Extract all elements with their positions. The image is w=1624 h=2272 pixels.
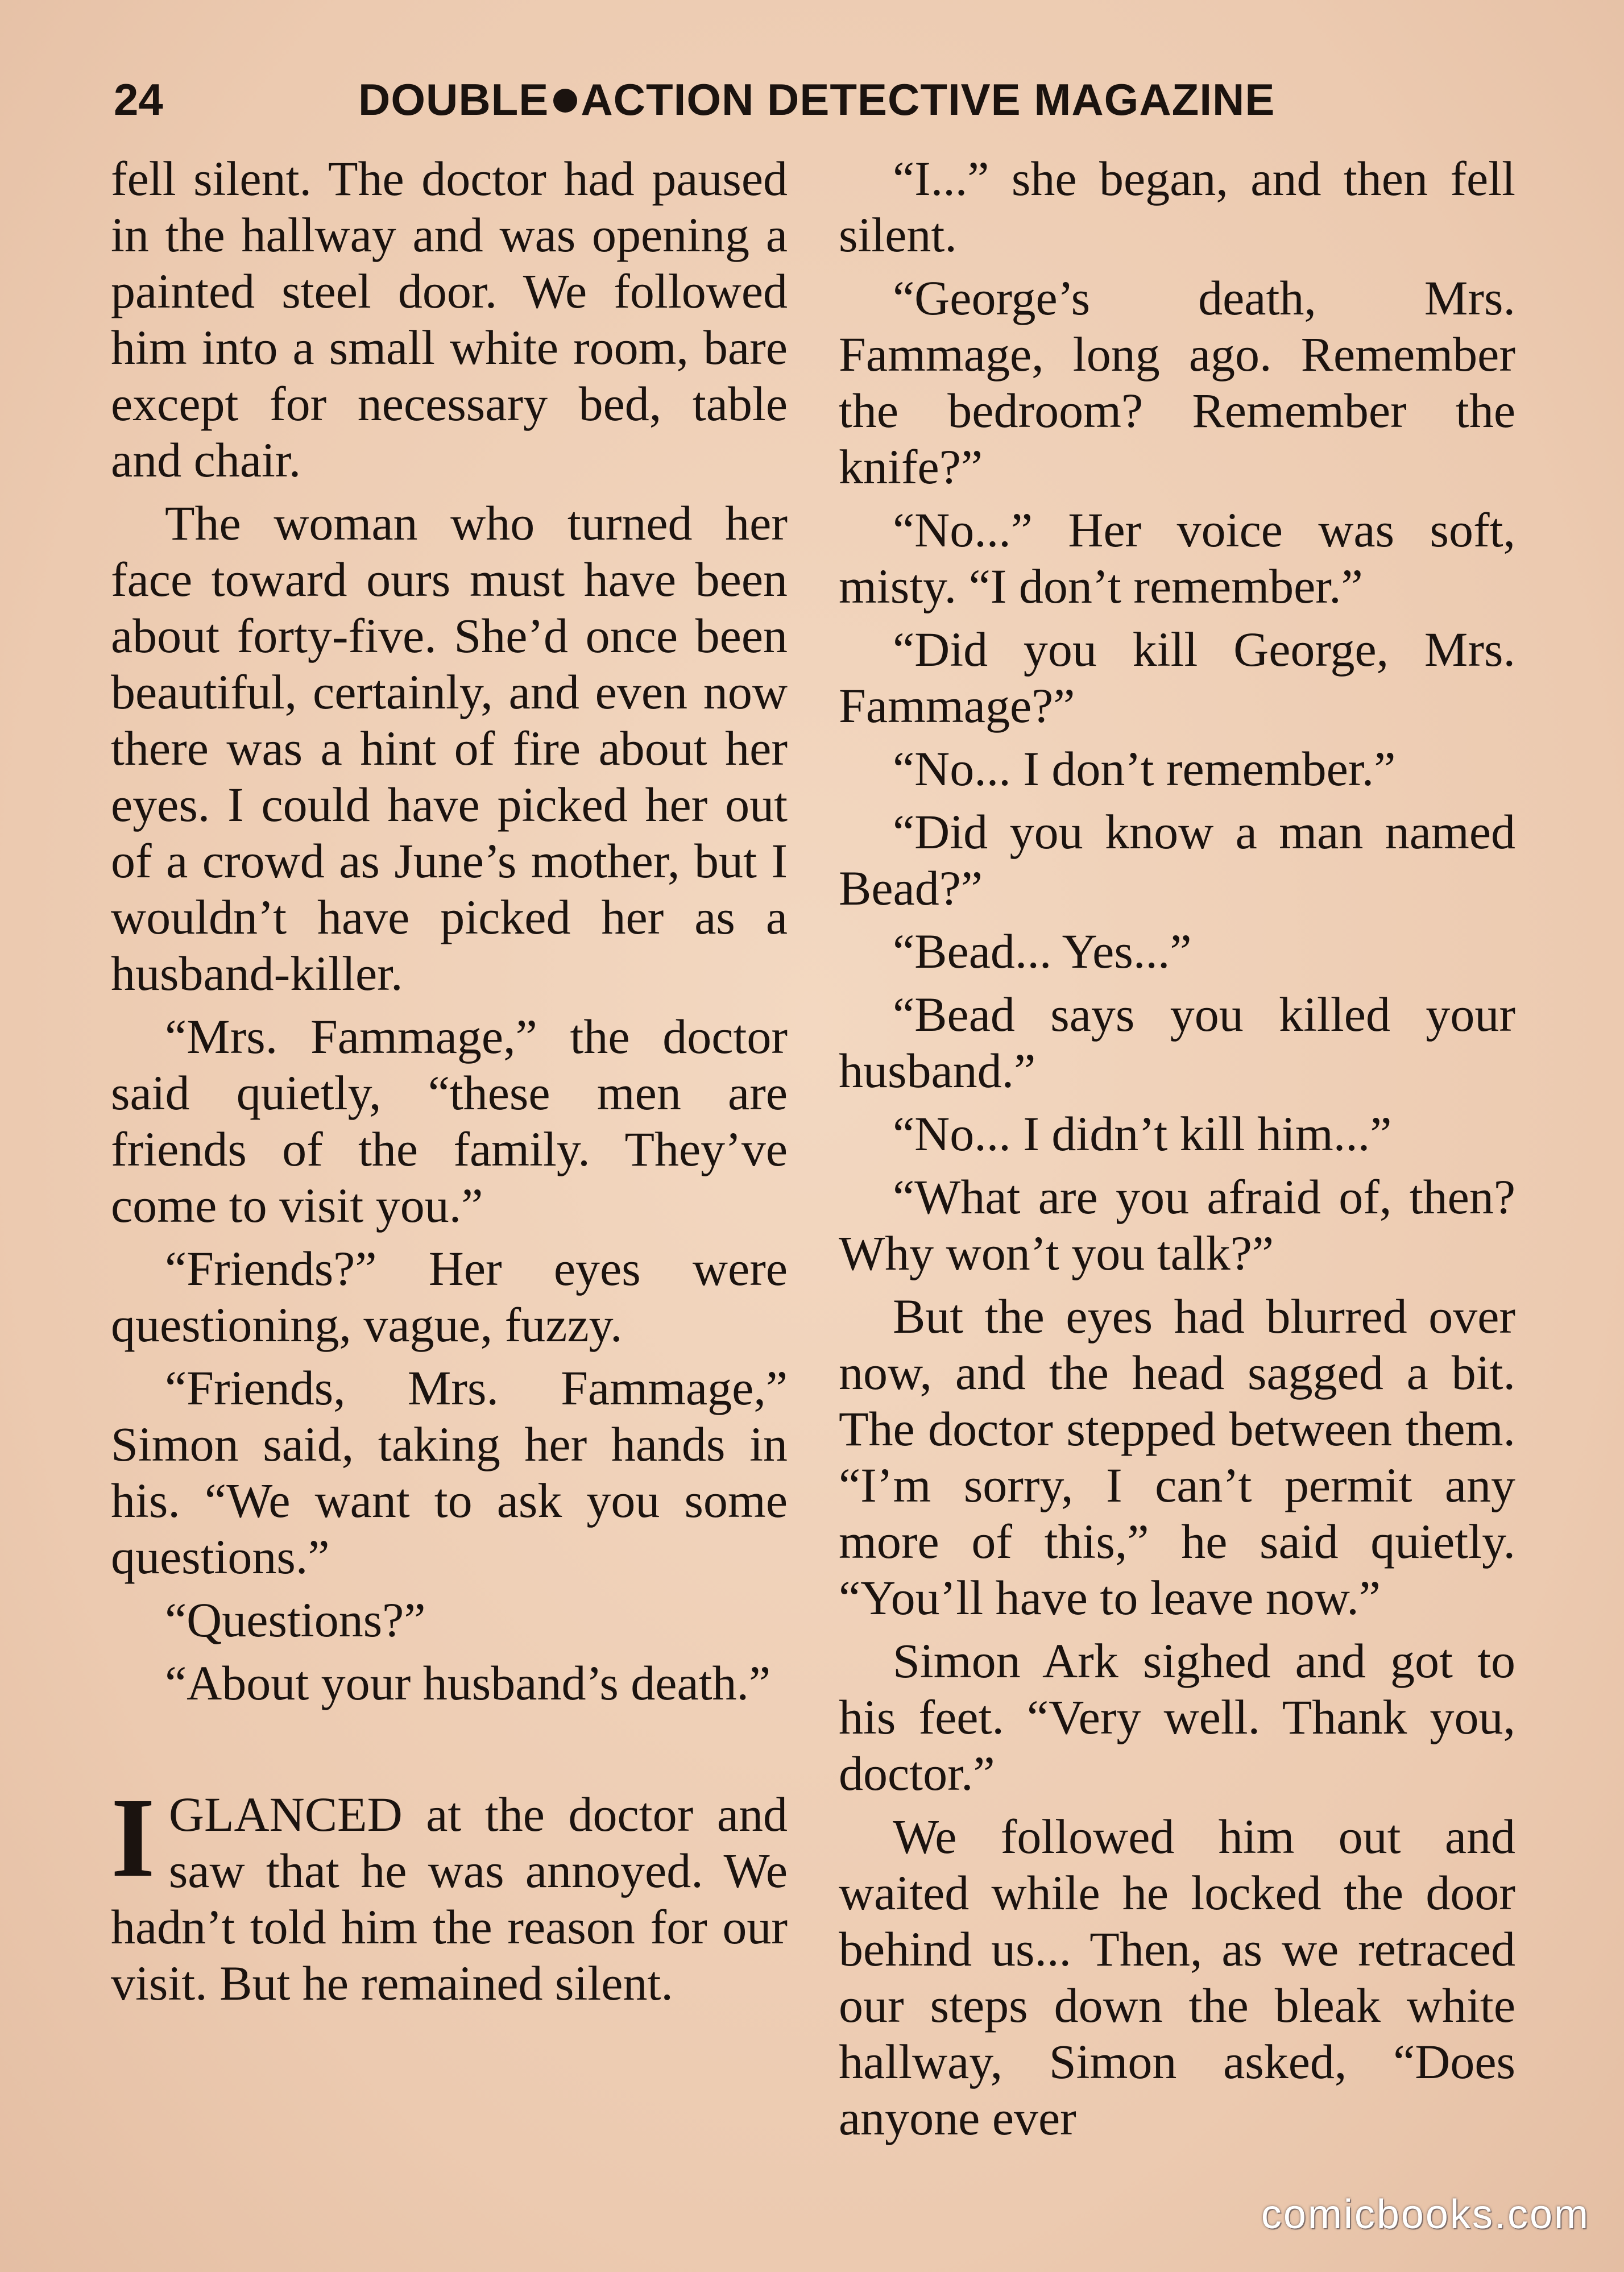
page-header	[114, 68, 1513, 131]
paragraph: “No... I didn’t kill him...”	[893, 1106, 1392, 1161]
paragraph: “What are you afraid of, then? Why won’t you talk?”	[839, 1170, 1515, 1280]
paragraph: “Mrs. Fammage,” the doctor said quietly, “these men are friends of the family. They’ve come to visit you.”	[111, 1009, 788, 1233]
left-column	[111, 151, 788, 2018]
paragraph: But the eyes had blurred over now, and the head sagged a bit. The doctor stepped between them. “I’m sorry, I can’t permit any more of this,” he said quietly. “You’ll have to leave now.”	[839, 1289, 1515, 1625]
paragraph: “Bead... Yes...”	[893, 924, 1192, 979]
section-break	[111, 1718, 788, 1786]
paragraph: fell silent. The doctor had paused in the hallway and was opening a painted steel door. We followed him into a small white room, bare except for necessary bed, table and chair.	[111, 151, 788, 487]
paragraph: “No... I don’t remember.”	[893, 741, 1396, 796]
bullet-dot-icon	[553, 89, 577, 113]
paragraph: We followed him out and waited while he locked the door behind us... Then, as we retraced our steps down the bleak white hallway, Simon asked, “Does anyone ever	[839, 1809, 1515, 2145]
right-column	[839, 151, 1515, 2153]
dropcap-paragraph-text: GLANCED at the doctor and saw that he was annoyed. We hadn’t told him the reason for our visit. But he remained silent.	[111, 1787, 788, 2010]
paragraph: “Did you kill George, Mrs. Fammage?”	[839, 622, 1515, 733]
paragraph: The woman who turned her face toward ours must have been about forty-five. She’d once been beautiful, certainly, and even now there was a hint of fire about her eyes. I could have picked her out of a crowd as June’s mother, but I wouldn’t have picked her as a husband-killer.	[111, 496, 788, 1001]
paragraph: Simon Ark sighed and got to his feet. “Very well. Thank you, doctor.”	[839, 1633, 1515, 1801]
paragraph: “Friends, Mrs. Fammage,” Simon said, taking her hands in his. “We want to ask you some questions.”	[111, 1361, 788, 1584]
paragraph: “No...” Her voice was soft, misty. “I don’t remember.”	[839, 503, 1515, 613]
paragraph: “Bead says you killed your husband.”	[839, 987, 1515, 1098]
watermark: comicbooks.com	[1261, 2192, 1590, 2237]
drop-cap: I	[111, 1775, 155, 1901]
paragraph: “Friends?” Her eyes were questioning, vague, fuzzy.	[111, 1241, 788, 1352]
dropcap-paragraph	[111, 1775, 788, 2012]
paragraph: “George’s death, Mrs. Fammage, long ago. Remember the bedroom? Remember the knife?”	[839, 271, 1515, 494]
magazine-title-part1: DOUBLE	[358, 74, 549, 125]
paragraph: “About your husband’s death.”	[165, 1656, 771, 1710]
magazine-title	[358, 68, 1275, 131]
page-number: 24	[114, 74, 163, 125]
paragraph: “I...” she began, and then fell silent.	[839, 151, 1515, 262]
magazine-title-part2: ACTION DETECTIVE MAGAZINE	[581, 74, 1275, 125]
paragraph: “Did you know a man named Bead?”	[839, 805, 1515, 915]
paragraph: “Questions?”	[165, 1593, 426, 1647]
